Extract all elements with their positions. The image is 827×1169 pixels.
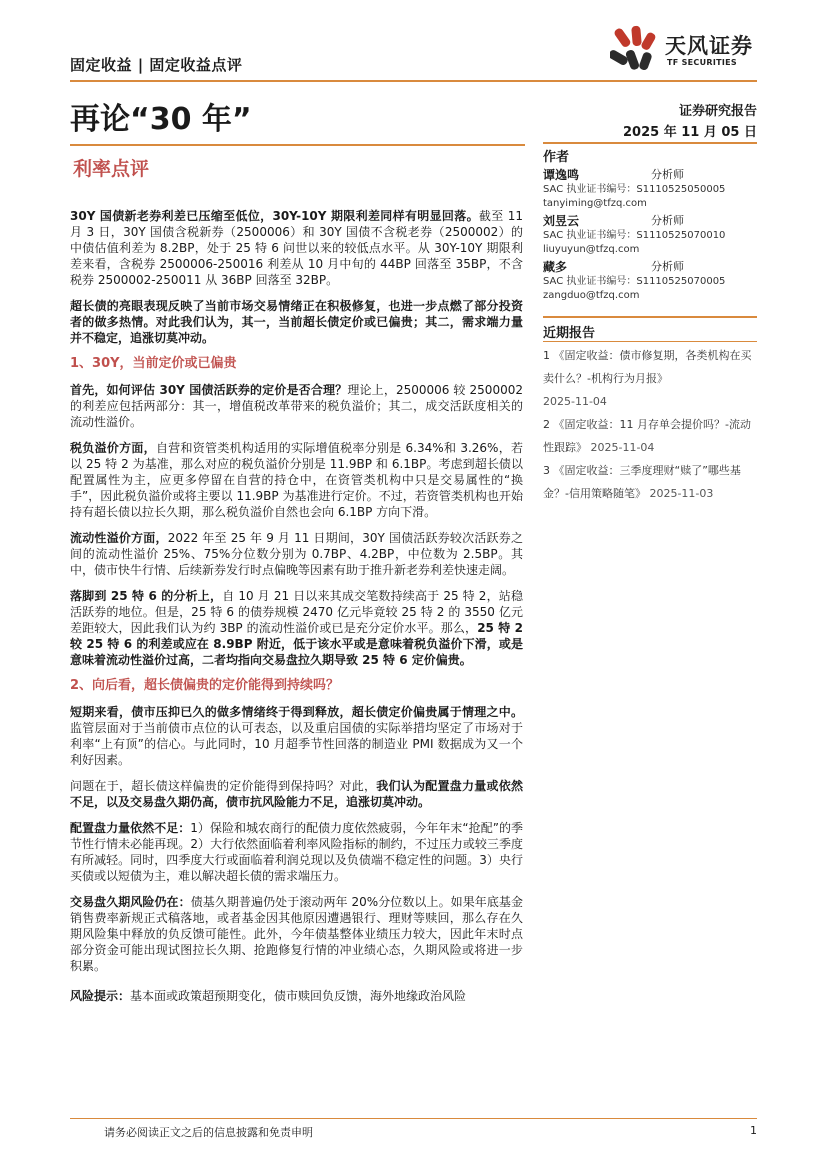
paragraph xyxy=(70,588,523,668)
report-subtitle: 利率点评 xyxy=(73,158,150,180)
author-card xyxy=(543,258,757,303)
paragraph-text: 监管层面对于当前债市点位的认可表态，以及重启国债的实际举措均坚定了市场对于利率“上有顶”的信心。与此同时，10 月超季节性回落的制造业 PMI 数据成为又一个利好因素。 xyxy=(70,721,523,767)
logo-mark-icon xyxy=(610,24,662,74)
bold-lead: 流动性溢价方面， xyxy=(70,531,168,545)
recent-report-item[interactable] xyxy=(543,459,757,505)
subtitle-divider xyxy=(70,144,525,146)
author-name: 谭逸鸣 xyxy=(543,168,580,182)
bold-conclusion: 我们认为配置盘力量或依然不足，以及交易盘久期仍高，债市抗风险能力不足，追涨切莫冲动。 xyxy=(70,779,523,809)
authors-heading: 作者 xyxy=(543,150,570,165)
recent-report-item[interactable] xyxy=(543,413,757,459)
logo-text: 天风证券 xyxy=(665,34,753,58)
author-cert: SAC 执业证书编号：S1110525070005 xyxy=(543,276,726,287)
paragraph xyxy=(70,382,523,430)
recent-divider xyxy=(543,316,757,318)
paragraph-text: 债基久期普遍仍处于滚动两年 20%分位数以上。如果年底基金销售费率新规正式稿落地，或者基金因其他原因遭遇银行、理财等赎回，那么存在久期风险集中释放的负反馈可能性。此外，今年债基整体业绩压力较大，因此年末时点部分资金可能出现试图拉长久期、抢跑修复行情的冲业绩心态，久期风险或将进一步积累。 xyxy=(70,895,523,973)
risk-warning xyxy=(70,988,523,1004)
bold-lead: 30Y 国债新老券利差已压缩至低位，30Y-10Y 期限利差同样有明显回落。 xyxy=(70,209,479,223)
company-logo xyxy=(610,24,760,74)
key-view: 超长债的亮眼表现反映了当前市场交易情绪正在积极修复，也进一步点燃了部分投资者的做多热情。对此我们认为，其一，当前超长债定价或已偏贵；其二，需求端力量并不稳定，追涨切莫冲动。 xyxy=(70,299,523,345)
recent-reports-heading: 近期报告 xyxy=(543,326,596,341)
author-email[interactable]: tanyiming@tfzq.com xyxy=(543,198,647,209)
logo-text-en: TF SECURITIES xyxy=(667,58,737,67)
sidebar-divider xyxy=(543,142,757,144)
author-card xyxy=(543,212,757,257)
recent-heading-underline xyxy=(543,341,757,342)
author-card xyxy=(543,166,757,211)
bold-lead: 风险提示： xyxy=(70,989,131,1003)
paragraph-text: 基本面或政策超预期变化，债市赎回负反馈，海外地缘政治风险 xyxy=(130,989,467,1003)
paragraph xyxy=(70,894,523,974)
bold-lead: 税负溢价方面， xyxy=(70,441,156,455)
author-role: 分析师 xyxy=(651,214,684,227)
bold-lead: 短期来看，债市压抑已久的做多情绪终于得到释放，超长债定价偏贵属于情理之中。 xyxy=(70,705,523,719)
author-cert: SAC 执业证书编号：S1110525070010 xyxy=(543,230,726,241)
author-cert: SAC 执业证书编号：S1110525050005 xyxy=(543,184,726,195)
paragraph-text: 1）保险和城农商行的配债力度依然疲弱，今年年末“抢配”的季节性行情未必能再现。2）大行依然面临着利率风险指标的制约，不过压力或较三季度有所减轻。同时，四季度大行或面临着利润兑现以及负债端不稳定性的问题。3）央行买债或以短债为主，难以解决超长债的需求端压力。 xyxy=(70,821,523,883)
bold-lead: 配置盘力量依然不足： xyxy=(70,821,191,835)
paragraph-text: 自 10 月 21 日以来其成交笔数持续高于 25 特 2，站稳活跃券的地位。但是，25 特 6 的债券规模 2470 亿元毕竟较 25 特 2 的 3550 亿元差距较大，因此我们认为约 3BP 的流动性溢价或已是充分定价水平。那么， xyxy=(70,589,523,635)
recent-report-title[interactable]: 3 《固定收益：三季度理财“赎了”哪些基金？-信用策略随笔》 xyxy=(543,464,741,500)
author-name: 藏多 xyxy=(543,260,568,274)
author-email[interactable]: liuyuyun@tfzq.com xyxy=(543,244,640,255)
author-role: 分析师 xyxy=(651,168,684,181)
paragraph xyxy=(70,820,523,884)
recent-report-item[interactable] xyxy=(543,344,757,413)
author-email[interactable]: zangduo@tfzq.com xyxy=(543,290,640,301)
paragraph-text: 理论上，2500006 较 2500002 的利差应包括两部分：其一，增值税改革带来的税负溢价；其二，成交活跃度相关的流动性溢价。 xyxy=(70,383,523,429)
author-name: 刘昱云 xyxy=(543,214,580,228)
section-heading: 1、30Y，当前定价或已偏贵 xyxy=(70,356,237,371)
paragraph-text: 2022 年至 25 年 9 月 11 日期间，30Y 国债活跃券较次活跃券之间的流动性溢价 25%、75%分位数分别为 0.7BP、4.2BP，中位数为 2.5BP。其中，债市快牛行情、后续新券发行时点偏晚等因素有助于推升新老券利差快速走阔。 xyxy=(70,531,523,577)
footer-divider xyxy=(70,1118,757,1119)
paragraph xyxy=(70,530,523,578)
page-number: 1 xyxy=(750,1124,757,1137)
report-date: 2025 年 11 月 05 日 xyxy=(623,125,757,140)
report-title: 再论“30 年” xyxy=(70,102,252,137)
disclaimer-notice[interactable]: 请务必阅读正文之后的信息披露和免责申明 xyxy=(104,1126,313,1139)
bold-conclusion: 25 特 2 较 25 特 6 的利差或应在 8.9BP 附近，低于该水平或是意味着税负溢价下滑，或是意味着流动性溢价过高，二者均指向交易盘拉久期导致 25 特 6 定价偏贵。 xyxy=(70,621,523,667)
paragraph xyxy=(70,208,523,288)
paragraph-text: 问题在于，超长债这样偏贵的定价能得到保持吗？对此， xyxy=(70,779,377,793)
paragraph xyxy=(70,778,523,810)
recent-report-date: 2025-11-04 xyxy=(543,395,607,408)
recent-report-title[interactable]: 1 《固定收益：债市修复期，各类机构在买卖什么？-机构行为月报》 xyxy=(543,349,752,385)
header-divider xyxy=(70,80,757,82)
recent-report-title[interactable]: 2 《固定收益：11 月存单会提价吗？-流动性跟踪》 xyxy=(543,418,751,454)
report-body xyxy=(70,208,523,1014)
recent-reports-list xyxy=(543,344,757,505)
author-role: 分析师 xyxy=(651,260,684,273)
paragraph-text: 自营和资管类机构适用的实际增值税率分别是 6.34%和 3.26%，若以 25 特 2 为基准，那么对应的税负溢价分别是 11.9BP 和 6.1BP。考虑到超长债以配置属性为主，应更多停留在自营的持仓中，在资管类机构中只是交易属性的“换手”，因此税负溢价或将主要以 11.9BP 为基准进行定价。不过，若资管类机构也开始持有超长债以拉长久期，那么税负溢价自然也会向 6.1BP 方向下滑。 xyxy=(70,441,523,519)
paragraph-text: 截至 11 月 3 日，30Y 国债含税新券（2500006）和 30Y 国债不含税老券（2500002）的中债估值利差为 8.2BP，处于 25 特 6 问世以来的较低点水平。从 30Y-10Y 期限利差来看，含税券 2500006-250016 利差从 10 月中旬的 44BP 回落至 35BP，不含税券 2500002-250011 从 36BP 回落至 32BP。 xyxy=(70,209,523,287)
report-type: 证券研究报告 xyxy=(678,104,757,119)
paragraph xyxy=(70,440,523,520)
recent-report-date: 2025-11-03 xyxy=(649,487,714,500)
bold-lead: 落脚到 25 特 6 的分析上， xyxy=(70,589,223,603)
section-heading: 2、向后看，超长债偏贵的定价能得到持续吗？ xyxy=(70,678,340,693)
paragraph xyxy=(70,704,523,768)
report-category: 固定收益 | 固定收益点评 xyxy=(70,56,243,74)
recent-report-date: 2025-11-04 xyxy=(590,441,655,454)
bold-lead: 首先，如何评估 30Y 国债活跃券的定价是否合理？ xyxy=(70,383,348,397)
bold-lead: 交易盘久期风险仍在： xyxy=(70,895,191,909)
